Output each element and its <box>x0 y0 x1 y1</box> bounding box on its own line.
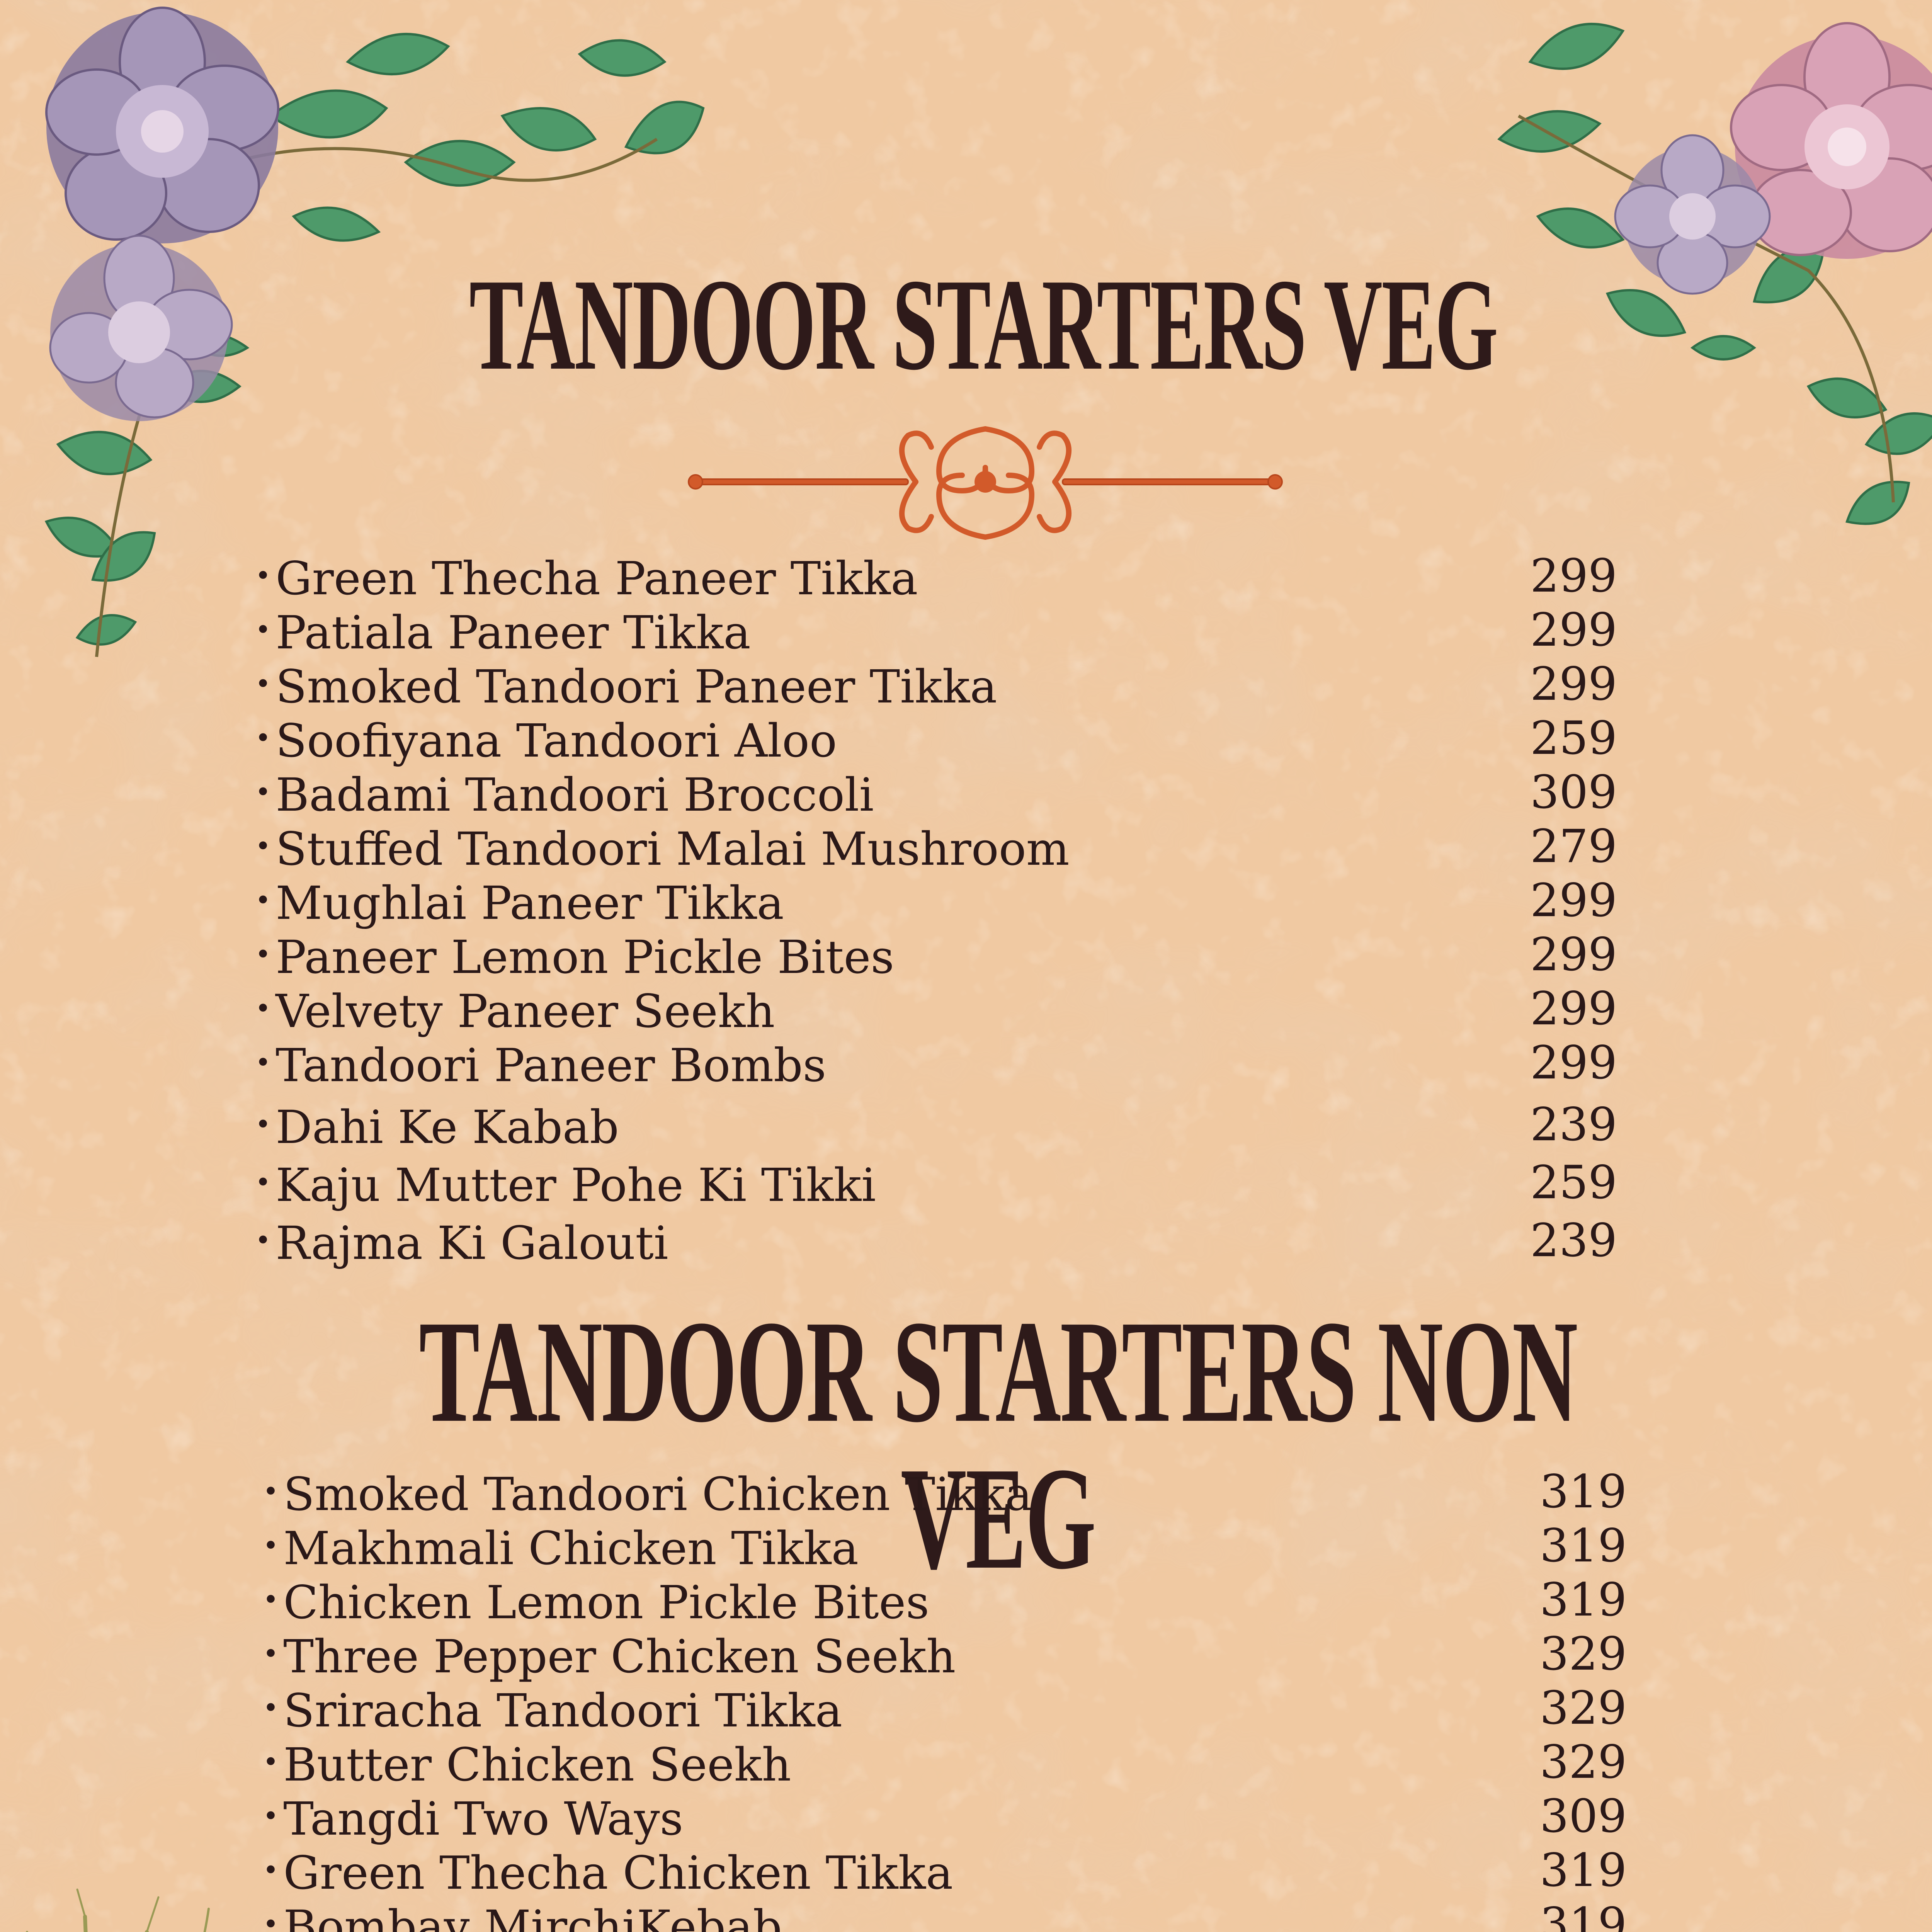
menu-item-price: 299 <box>1530 927 1617 981</box>
section-title-nonveg: TANDOOR STARTERS NON VEG <box>388 1298 1608 1592</box>
menu-item-price: 319 <box>1540 1573 1627 1627</box>
menu-item-name: • Tangdi Two Ways <box>263 1789 683 1846</box>
menu-item-name: • Butter Chicken Seekh <box>263 1735 791 1792</box>
menu-item-name: • Smoked Tandoori Chicken Tikka <box>263 1464 1032 1521</box>
menu-item-price: 299 <box>1530 603 1617 657</box>
menu-item-name: • Patiala Paneer Tikka <box>255 603 751 660</box>
menu-item-price: 319 <box>1540 1464 1627 1519</box>
menu-item-name: • Bombay MirchiKebab <box>263 1897 782 1932</box>
menu-item-price: 319 <box>1540 1843 1627 1897</box>
menu-item-name: • Kaju Mutter Pohe Ki Tikki <box>255 1155 876 1212</box>
menu-item-price: 319 <box>1540 1897 1627 1932</box>
menu-item-price: 309 <box>1540 1789 1627 1843</box>
section-title-veg: TANDOOR STARTERS VEG <box>373 259 1594 390</box>
menu-item-name: • Smoked Tandoori Paneer Tikka <box>255 657 997 714</box>
menu-item-price: 299 <box>1530 657 1617 711</box>
menu-item-name: • Green Thecha Chicken Tikka <box>263 1843 953 1900</box>
menu-item-name: • Makhmali Chicken Tikka <box>263 1519 859 1575</box>
menu-item-price: 319 <box>1540 1519 1627 1573</box>
menu-item-name: • Green Thecha Paneer Tikka <box>255 549 918 605</box>
menu-item-price: 239 <box>1530 1097 1617 1151</box>
menu-item-name: • Velvety Paneer Seekh <box>255 981 775 1038</box>
menu-item-price: 239 <box>1530 1213 1617 1267</box>
menu-item-name: • Chicken Lemon Pickle Bites <box>263 1573 929 1629</box>
menu-item-price: 259 <box>1530 1155 1617 1209</box>
menu-item-name: • Three Pepper Chicken Seekh <box>263 1627 956 1684</box>
menu-item-name: • Stuffed Tandoori Malai Mushroom <box>255 819 1070 876</box>
menu-item-price: 329 <box>1540 1681 1627 1735</box>
menu-item-name: • Soofiyana Tandoori Aloo <box>255 711 837 768</box>
menu-item-price: 299 <box>1530 1036 1617 1090</box>
menu-item-name: • Dahi Ke Kabab <box>255 1097 619 1154</box>
menu-item-name: • Mughlai Paneer Tikka <box>255 873 784 930</box>
menu-item-name: • Tandoori Paneer Bombs <box>255 1036 826 1092</box>
menu-item-name: • Rajma Ki Galouti <box>255 1213 668 1270</box>
menu-item-price: 299 <box>1530 873 1617 927</box>
menu-item-price: 299 <box>1530 981 1617 1036</box>
menu-item-price: 299 <box>1530 549 1617 603</box>
menu-item-name: • Sriracha Tandoori Tikka <box>263 1681 842 1738</box>
menu-item-name: • Paneer Lemon Pickle Bites <box>255 927 894 984</box>
menu-item-price: 279 <box>1530 819 1617 873</box>
menu-item-price: 329 <box>1540 1627 1627 1681</box>
menu-item-price: 309 <box>1530 765 1617 819</box>
menu-item-price: 259 <box>1530 711 1617 765</box>
menu-item-name: • Badami Tandoori Broccoli <box>255 765 874 822</box>
menu-item-price: 329 <box>1540 1735 1627 1789</box>
